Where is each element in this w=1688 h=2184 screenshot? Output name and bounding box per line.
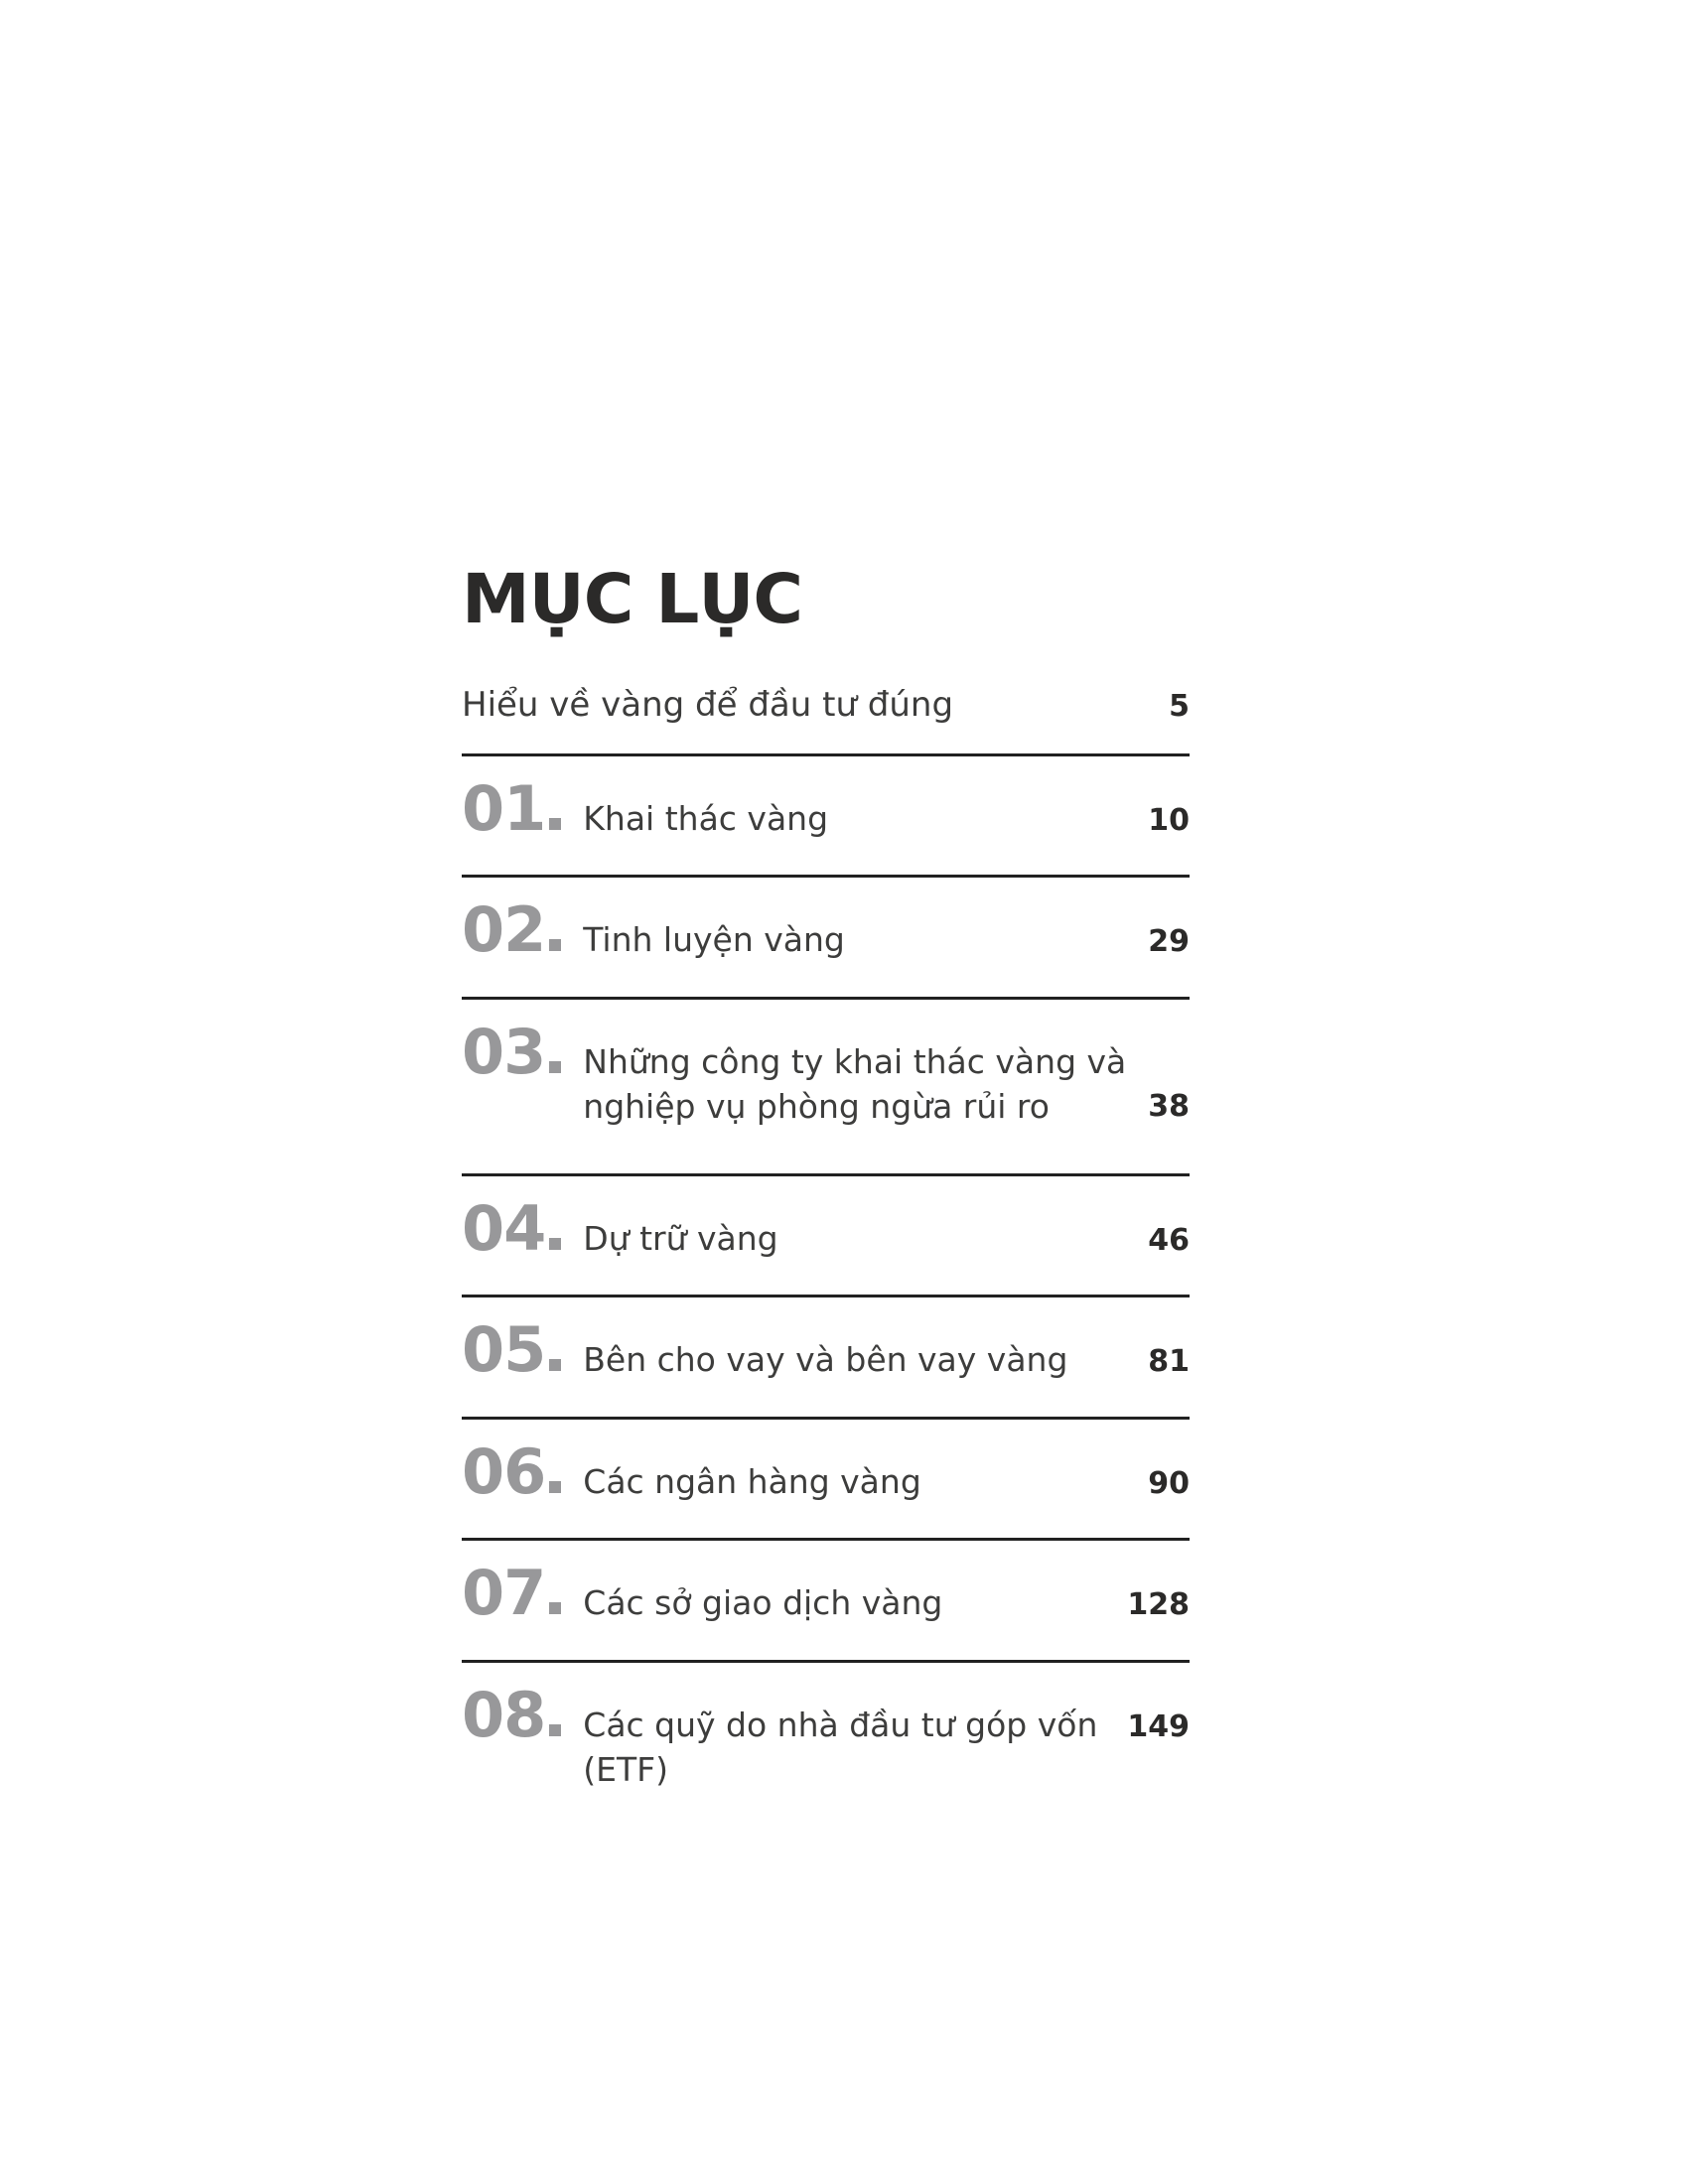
chapter-number-text: 07 (462, 1557, 546, 1630)
chapter-title: Tinh luyện vàng (583, 920, 845, 960)
chapter-number (462, 1434, 561, 1508)
chapter-number (462, 1678, 561, 1751)
page-title: MỤC LỤC (462, 560, 802, 639)
toc-chapter-row-03 (462, 1000, 1190, 1173)
number-dot (549, 818, 561, 830)
number-dot (549, 1724, 561, 1736)
chapter-number (462, 1557, 561, 1630)
number-dot (549, 939, 561, 951)
chapter-title: Dự trữ vàng (583, 1218, 778, 1258)
toc-chapter-row-04 (462, 1176, 1190, 1296)
chapter-number-text: 03 (462, 1015, 546, 1088)
toc-chapter-row-07 (462, 1541, 1190, 1660)
chapter-title: Các ngân hàng vàng (583, 1461, 921, 1501)
chapter-page-number: 38 (1148, 1088, 1190, 1124)
chapter-number-text: 05 (462, 1313, 546, 1387)
intro-entry-page-number: 5 (1169, 689, 1190, 725)
number-dot (549, 1481, 561, 1493)
number-dot (549, 1602, 561, 1614)
chapter-page-number: 128 (1127, 1587, 1190, 1623)
chapter-number (462, 771, 561, 845)
chapter-number-text: 01 (462, 771, 546, 845)
chapter-number (462, 1015, 561, 1088)
toc-intro-entry (462, 683, 1190, 752)
chapter-number (462, 893, 561, 967)
chapter-number-text: 08 (462, 1678, 546, 1751)
chapter-number-text: 02 (462, 893, 546, 967)
chapter-title: Các sở giao dịch vàng (583, 1583, 943, 1623)
toc-chapter-row-01 (462, 756, 1190, 876)
chapter-page-number: 46 (1148, 1222, 1190, 1258)
toc-chapter-row-05 (462, 1297, 1190, 1417)
number-dot (549, 1061, 561, 1073)
chapter-page-number: 81 (1148, 1344, 1190, 1380)
chapter-title: Bên cho vay và bên vay vàng (583, 1340, 1068, 1380)
chapter-page-number: 10 (1148, 802, 1190, 838)
toc-chapter-row-02 (462, 878, 1190, 997)
toc-content (462, 560, 1190, 1827)
toc-chapter-row-08 (462, 1663, 1190, 1827)
chapter-number-text: 06 (462, 1434, 546, 1508)
intro-entry-label: Hiểu về vàng để đầu tư đúng (462, 685, 954, 726)
chapter-title: Những công ty khai thác vàng và nghiệp vụ phòng ngừa rủi ro (583, 1041, 1127, 1127)
number-dot (549, 1359, 561, 1371)
chapter-page-number: 90 (1148, 1465, 1190, 1501)
toc-chapter-row-06 (462, 1420, 1190, 1539)
chapter-page-number: 149 (1127, 1708, 1190, 1744)
number-dot (549, 1238, 561, 1250)
chapter-title: Khai thác vàng (583, 798, 829, 838)
chapter-number (462, 1191, 561, 1265)
chapter-title: Các quỹ do nhà đầu tư góp vốn (ETF) (583, 1705, 1098, 1790)
chapter-number-text: 04 (462, 1191, 546, 1265)
chapter-number (462, 1313, 561, 1387)
chapter-page-number: 29 (1148, 924, 1190, 960)
